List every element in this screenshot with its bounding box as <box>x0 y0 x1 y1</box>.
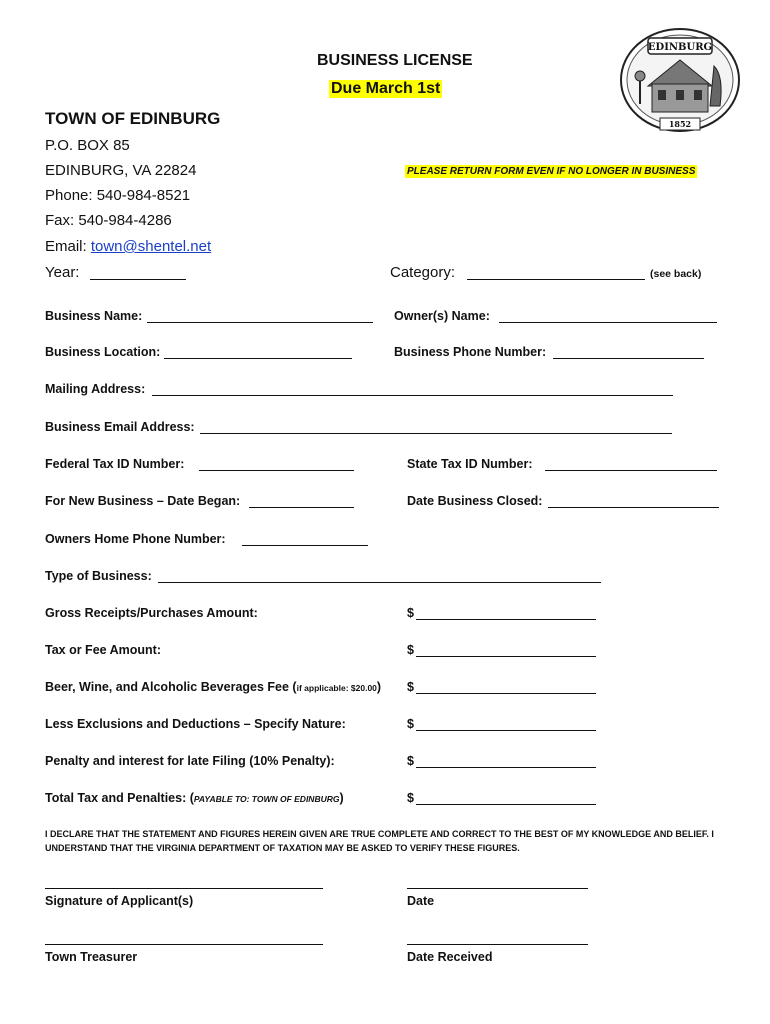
total-field[interactable] <box>416 804 596 805</box>
beer-wine-label <box>45 680 381 694</box>
date-began-label: For New Business – Date Began: <box>45 494 241 508</box>
see-back-note: (see back) <box>650 268 702 280</box>
seal-year: 1852 <box>668 119 692 129</box>
business-location-label: Business Location: <box>45 345 161 359</box>
mailing-address-field[interactable] <box>152 395 673 396</box>
email-line <box>45 238 211 255</box>
date-closed-label: Date Business Closed: <box>407 494 543 508</box>
town-name: TOWN OF EDINBURG <box>45 109 221 128</box>
return-notice: PLEASE RETURN FORM EVEN IF NO LONGER IN BUSINESS <box>407 166 696 177</box>
due-date: Due March 1st <box>331 80 441 97</box>
business-name-label: Business Name: <box>45 309 143 323</box>
owner-name-label: Owner(s) Name: <box>394 309 490 323</box>
year-field[interactable] <box>90 279 186 280</box>
beer-wine-field[interactable] <box>416 693 596 694</box>
declaration-text: I DECLARE THAT THE STATEMENT AND FIGURES HEREIN GIVEN ARE TRUE COMPLETE AND CORRECT TO THE BEST OF MY KNOWLEDGE AND BELIEF. I UNDERSTAND THAT THE VIRGINIA DEPARTMENT OF TAXATION MAY BE ASKED TO VERIFY THESE FIGURES. <box>45 829 714 853</box>
business-name-field[interactable] <box>147 322 373 323</box>
gross-receipts-field[interactable] <box>416 619 596 620</box>
email-label: Email: <box>45 238 91 255</box>
type-of-business-field[interactable] <box>158 582 601 583</box>
beer-wine-currency: $ <box>407 680 414 694</box>
fax: Fax: 540-984-4286 <box>45 212 172 229</box>
gross-receipts-currency: $ <box>407 606 414 620</box>
total-currency: $ <box>407 791 414 805</box>
state-tax-label: State Tax ID Number: <box>407 457 533 471</box>
business-phone-field[interactable] <box>553 358 704 359</box>
treasurer-signature-line[interactable] <box>45 944 323 945</box>
business-email-label: Business Email Address: <box>45 420 195 434</box>
email-link[interactable]: town@shentel.net <box>90 238 212 255</box>
owners-home-phone-label: Owners Home Phone Number: <box>45 532 226 546</box>
total-note: PAYABLE TO: TOWN OF EDINBURG <box>193 794 340 804</box>
exclusions-field[interactable] <box>416 730 596 731</box>
seal-icon <box>618 26 742 134</box>
date-received-line[interactable] <box>407 944 588 945</box>
date-received-label: Date Received <box>407 950 493 964</box>
type-of-business-label: Type of Business: <box>45 569 152 583</box>
date-closed-field[interactable] <box>548 507 719 508</box>
business-location-field[interactable] <box>164 358 352 359</box>
applicant-signature-label: Signature of Applicant(s) <box>45 894 194 908</box>
owner-name-field[interactable] <box>499 322 717 323</box>
total-text: Total Tax and Penalties: ( <box>45 791 194 805</box>
tax-fee-label: Tax or Fee Amount: <box>45 643 161 657</box>
po-box: P.O. BOX 85 <box>45 137 130 154</box>
mailing-address-label: Mailing Address: <box>45 382 146 396</box>
business-phone-label: Business Phone Number: <box>394 345 547 359</box>
category-field[interactable] <box>467 279 645 280</box>
penalty-currency: $ <box>407 754 414 768</box>
exclusions-label: Less Exclusions and Deductions – Specify Nature: <box>45 717 346 731</box>
federal-tax-label: Federal Tax ID Number: <box>45 457 185 471</box>
business-email-field[interactable] <box>200 433 672 434</box>
treasurer-label: Town Treasurer <box>45 950 138 964</box>
beer-wine-text: Beer, Wine, and Alcoholic Beverages Fee ( <box>45 680 297 694</box>
city-state-zip: EDINBURG, VA 22824 <box>45 162 197 179</box>
exclusions-currency: $ <box>407 717 414 731</box>
form-title: BUSINESS LICENSE <box>317 52 473 69</box>
beer-wine-close: ) <box>376 680 382 694</box>
gross-receipts-label: Gross Receipts/Purchases Amount: <box>45 606 258 620</box>
total-close: ) <box>339 791 344 805</box>
state-tax-field[interactable] <box>545 470 717 471</box>
beer-wine-note: if applicable: $20.00 <box>296 683 377 693</box>
tax-fee-currency: $ <box>407 643 414 657</box>
penalty-label: Penalty and interest for late Filing (10% Penalty): <box>45 754 335 768</box>
year-label: Year: <box>45 264 80 281</box>
town-seal <box>618 26 742 134</box>
category-label: Category: <box>390 264 456 281</box>
phone: Phone: 540-984-8521 <box>45 187 191 204</box>
date-began-field[interactable] <box>249 507 354 508</box>
date-label: Date <box>407 894 435 908</box>
total-label <box>45 791 344 805</box>
tax-fee-field[interactable] <box>416 656 596 657</box>
date-line[interactable] <box>407 888 588 889</box>
seal-top-text: EDINBURG <box>647 42 713 53</box>
penalty-field[interactable] <box>416 767 596 768</box>
owners-home-phone-field[interactable] <box>242 545 368 546</box>
federal-tax-field[interactable] <box>199 470 354 471</box>
applicant-signature-line[interactable] <box>45 888 323 889</box>
